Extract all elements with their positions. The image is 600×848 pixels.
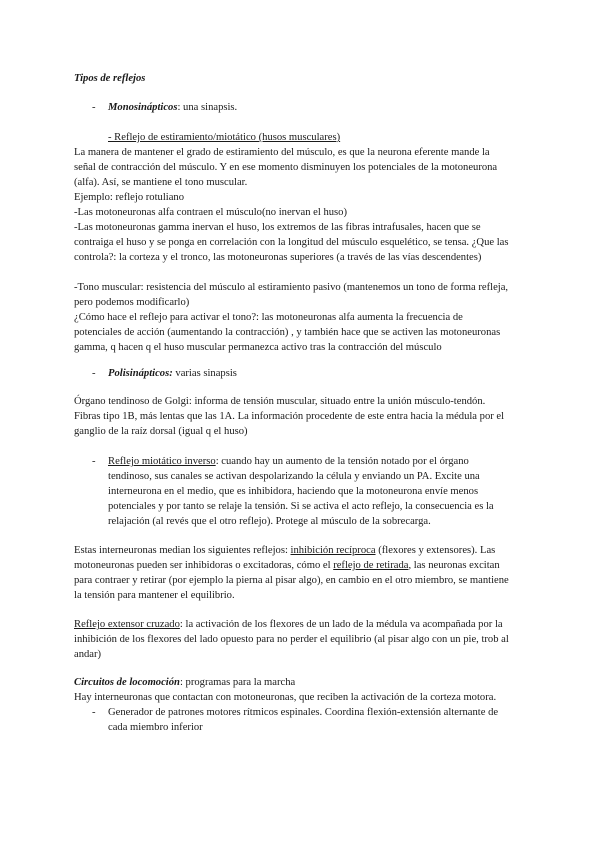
mono-line — [108, 100, 237, 115]
interneuronas-line-2 — [74, 558, 500, 573]
paragraph-line: Generador de patrones motores rítmicos espinales. Coordina flexión-extensión alternante de — [108, 707, 499, 718]
paragraph-line: contraiga el huso y se ponga en correlación con la longitud del músculo esquelético, se tensa. ¿Que las — [74, 237, 509, 248]
poli-text: varias sinapsis — [172, 368, 237, 379]
paragraph-line: pero podemos modificarlo) — [74, 297, 190, 308]
paragraph-line: andar) — [74, 649, 102, 660]
bullet-dash: - — [92, 368, 96, 379]
bullet-dash: - — [92, 102, 96, 113]
circuitos-label: Circuitos de locomoción — [74, 677, 180, 688]
extensor-line — [74, 617, 503, 632]
bullet-dash: - — [92, 707, 96, 718]
paragraph-line: para contraer y retirar (por ejemplo la pierna al pisar algo), en cambio en el otro miembro, se mantiene — [74, 575, 509, 586]
paragraph-line: potenciales y por tanto se relaje la tensión. Si se activa el acto reflejo, la consecuencia es la — [108, 501, 494, 512]
paragraph-line: -Tono muscular: resistencia del músculo al estiramiento pasivo (mantenemos un tono de forma refleja, — [74, 282, 509, 293]
reflejo-retirada-term: reflejo de retirada — [333, 560, 409, 571]
text-run: , las neuronas excitan — [408, 560, 500, 571]
paragraph-line: -Las motoneuronas gamma inervan el huso, los extremos de las fibras intrafusales, hacen que se — [74, 222, 481, 233]
paragraph-line: potenciales de acción (aumentando la contracción) , y también hace que se activen las motoneuronas — [74, 327, 501, 338]
paragraph-line: gamma, q hacen q el huso muscular permanezca activo tras la contracción del músculo — [74, 342, 442, 353]
mono-text: : una sinapsis. — [177, 102, 238, 113]
inverso-text: : cuando hay un aumento de la tensión notado por el órgano — [215, 456, 469, 467]
circuitos-text: : programas para la marcha — [179, 677, 296, 688]
inverso-line — [108, 454, 469, 469]
inverso-label: Reflejo miotático inverso — [108, 456, 216, 467]
doc-title: Tipos de reflejos — [74, 73, 146, 84]
circuitos-line — [74, 675, 295, 690]
paragraph-line: Hay interneuronas que contactan con motoneuronas, que reciben la activación de la corteza motora. — [74, 692, 497, 703]
paragraph-line: Órgano tendinoso de Golgi: informa de tensión muscular, situado entre la unión músculo-tendón. — [74, 396, 486, 407]
paragraph-line: inhibición de los flexores del lado opuesto para no perder el equilibrio (al pisar algo con un pie, trob al — [74, 634, 509, 645]
paragraph-line: la tensión para mantener el equilibrio. — [74, 590, 235, 601]
text-run: (flexores y extensores). Las — [375, 545, 496, 556]
bullet-dash: - — [92, 456, 96, 467]
extensor-text: : la activación de los flexores de un lado de la médula va acompañada por la — [179, 619, 503, 630]
extensor-label: Reflejo extensor cruzado — [74, 619, 180, 630]
paragraph-line: La manera de mantener el grado de estiramiento del músculo, es que la neurona eferente mande la — [74, 147, 490, 158]
section-heading-estiramiento: - Reflejo de estiramiento/miotático (husos musculares) — [108, 132, 341, 143]
mono-label: Monosinápticos — [108, 102, 178, 113]
poli-label: Polisinápticos: — [108, 368, 173, 379]
paragraph-line: -Las motoneuronas alfa contraen el músculo(no inervan el huso) — [74, 207, 347, 218]
paragraph-line: controla?: la corteza y el tronco, las motoneuronas superiores (a través de las vías descendentes) — [74, 252, 482, 263]
paragraph-line: señal de contracción del músculo. Y en ese momento disminuyen los potenciales de la motoneurona — [74, 162, 498, 173]
paragraph-line: ganglio de la raíz dorsal (igual q el huso) — [74, 426, 248, 437]
text-run: motoneuronas pueden ser inhibidoras o excitadoras, cómo el — [74, 560, 334, 571]
paragraph-line: ¿Cómo hace el reflejo para activar el tono?: las motoneuronas alfa aumenta la frecuencia de — [74, 312, 463, 323]
paragraph-line: Fibras tipo 1B, más lentas que las 1A. La información procedente de este entra hacia la médula por el — [74, 411, 505, 422]
paragraph-line: (alfa). Así, se mantiene el tono muscular. — [74, 177, 248, 188]
interneuronas-line-1 — [74, 543, 495, 558]
text-run: Estas interneuronas median los siguientes reflejos: — [74, 545, 291, 556]
paragraph-line: Ejemplo: reflejo rotuliano — [74, 192, 185, 203]
poli-line — [108, 366, 237, 381]
inhibicion-reciproca-term: inhibición recíproca — [290, 545, 376, 556]
paragraph-line: tendinoso, sus canales se activan despolarizando la célula y enviando un PA. Excite una — [108, 471, 480, 482]
paragraph-line: relajación (al revés que el otro reflejo). Protege al músculo de la sobrecarga. — [108, 516, 431, 527]
paragraph-line: interneurona en el medio, que es inhibidora, haciendo que la motoneurona envíe menos — [108, 486, 479, 497]
paragraph-line: cada miembro inferior — [108, 722, 203, 733]
